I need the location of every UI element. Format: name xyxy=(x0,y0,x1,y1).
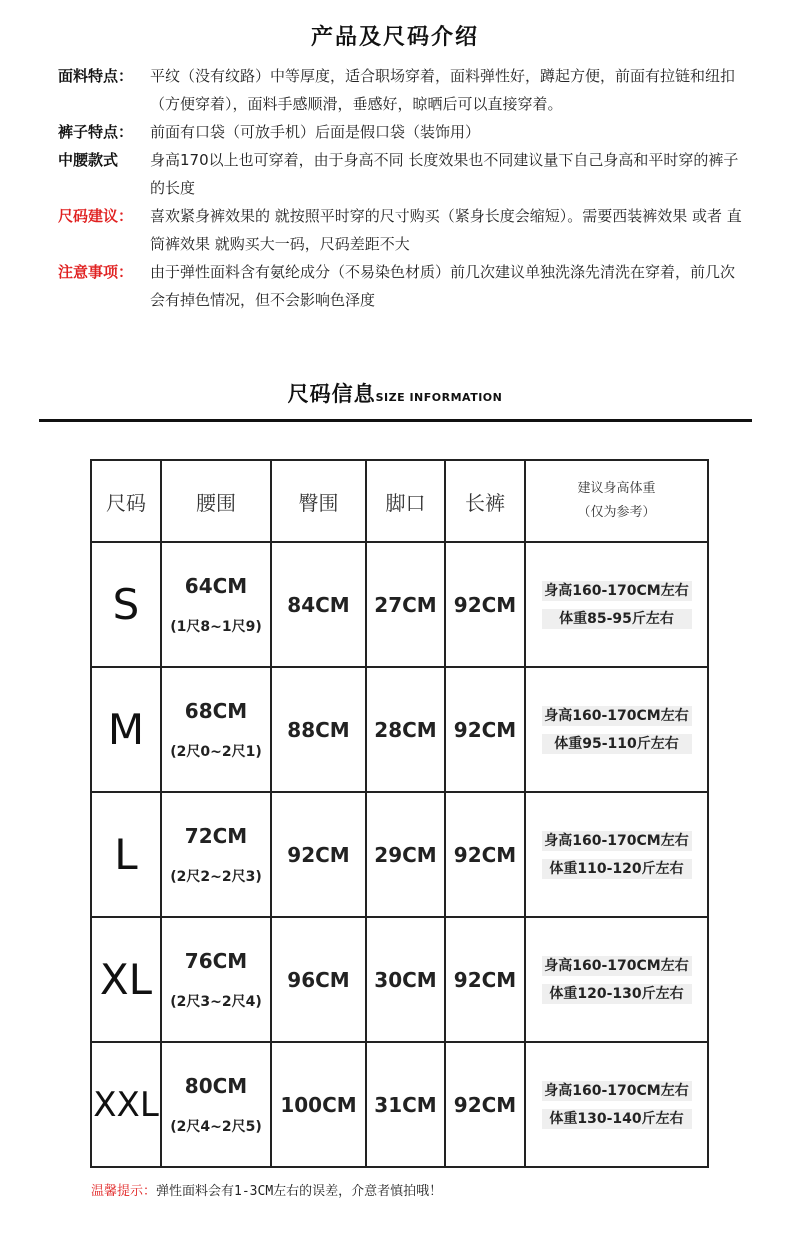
rec-weight: 体重120-130斤左右 xyxy=(542,984,692,1004)
tip-text: 弹性面料会有1-3CM左右的误差，介意者慎拍哦！ xyxy=(156,1184,443,1199)
divider xyxy=(39,419,752,422)
length-value: 92CM xyxy=(453,1092,517,1117)
intro-row-pants xyxy=(58,118,748,146)
intro-label: 注意事项： xyxy=(58,263,134,281)
hem-value: 30CM xyxy=(374,967,437,992)
table-row xyxy=(91,917,708,1042)
intro-text: 身高170以上也可穿着，由于身高不同 长度效果也不同建议量下自己身高和平时穿的裤子的长度 xyxy=(150,151,739,197)
rec-weight: 体重85-95斤左右 xyxy=(542,609,692,629)
tip-label: 温馨提示： xyxy=(91,1184,157,1199)
intro-label: 面料特点： xyxy=(58,67,134,85)
hip-value: 92CM xyxy=(287,842,350,867)
intro-text: 平纹（没有纹路）中等厚度，适合职场穿着，面料弹性好，蹲起方便，前面有拉链和纽扣（方便穿着），面料手感顺滑，垂感好，晾晒后可以直接穿着。 xyxy=(150,67,736,113)
size-label: L xyxy=(114,830,138,879)
size-label: M xyxy=(107,705,145,754)
size-table xyxy=(90,459,709,1168)
intro-label: 裤子特点： xyxy=(58,123,134,141)
rec-height: 身高160-170CM左右 xyxy=(542,706,692,726)
size-label: S xyxy=(112,580,140,629)
hem-value: 27CM xyxy=(374,592,437,617)
rec-header-line: 建议身高体重 xyxy=(577,481,656,496)
rec-weight: 体重130-140斤左右 xyxy=(542,1109,692,1129)
column-header-recommendation xyxy=(525,460,708,542)
intro-text: 喜欢紧身裤效果的 就按照平时穿的尺寸购买（紧身长度会缩短）。需要西装裤效果 或者 直筒裤效果 就购买大一码，尺码差距不大 xyxy=(150,207,742,253)
rec-height: 身高160-170CM左右 xyxy=(542,956,692,976)
waist-chi: (2尺2~2尺3) xyxy=(170,868,262,885)
column-header: 尺码 xyxy=(91,460,161,542)
rec-weight: 体重95-110斤左右 xyxy=(542,734,692,754)
size-heading-cn: 尺码信息 xyxy=(287,382,376,406)
column-header: 脚口 xyxy=(366,460,445,542)
rec-height: 身高160-170CM左右 xyxy=(542,831,692,851)
intro-row-notice xyxy=(58,258,748,314)
intro-text: 前面有口袋（可放手机）后面是假口袋（装饰用） xyxy=(150,123,481,141)
rec-weight: 体重110-120斤左右 xyxy=(542,859,692,879)
length-value: 92CM xyxy=(453,592,517,617)
waist-value: 76CM xyxy=(184,948,248,973)
hem-value: 31CM xyxy=(374,1092,437,1117)
intro-text: 由于弹性面料含有氨纶成分（不易染色材质）前几次建议单独洗涤先清洗在穿着，前几次会有掉色情况，但不会影响色泽度 xyxy=(150,263,736,309)
rec-height: 身高160-170CM左右 xyxy=(542,581,692,601)
waist-chi: (2尺4~2尺5) xyxy=(170,1118,262,1135)
intro-row-size-advice xyxy=(58,202,748,258)
size-info-heading xyxy=(0,378,790,408)
hem-value: 29CM xyxy=(374,842,437,867)
table-row xyxy=(91,542,708,667)
size-label: XL xyxy=(99,955,153,1004)
hip-value: 100CM xyxy=(280,1092,357,1117)
column-header: 臀围 xyxy=(271,460,366,542)
waist-chi: (2尺3~2尺4) xyxy=(170,993,262,1010)
warm-tip xyxy=(91,1180,442,1199)
hip-value: 96CM xyxy=(287,967,350,992)
waist-value: 64CM xyxy=(184,573,248,598)
length-value: 92CM xyxy=(453,717,517,742)
table-row xyxy=(91,667,708,792)
hip-value: 84CM xyxy=(287,592,350,617)
rec-header-note: （仅为参考） xyxy=(577,505,656,520)
intro-row-fabric xyxy=(58,62,748,118)
size-heading-en: SIZE INFORMATION xyxy=(375,391,503,404)
table-row xyxy=(91,792,708,917)
table-header-row xyxy=(91,460,708,542)
column-header: 长裤 xyxy=(445,460,525,542)
waist-value: 72CM xyxy=(184,823,248,848)
rec-height: 身高160-170CM左右 xyxy=(542,1081,692,1101)
intro-label: 尺码建议： xyxy=(58,207,134,225)
column-header: 腰围 xyxy=(161,460,271,542)
table-row xyxy=(91,1042,708,1167)
intro-label: 中腰款式 xyxy=(58,151,119,169)
product-intro xyxy=(58,62,748,314)
hem-value: 28CM xyxy=(374,717,437,742)
waist-value: 80CM xyxy=(184,1073,248,1098)
size-label: XXL xyxy=(93,1084,159,1125)
waist-chi: (1尺8~1尺9) xyxy=(170,618,262,635)
length-value: 92CM xyxy=(453,967,517,992)
length-value: 92CM xyxy=(453,842,517,867)
intro-row-waist xyxy=(58,146,748,202)
waist-value: 68CM xyxy=(184,698,248,723)
waist-chi: (2尺0~2尺1) xyxy=(170,743,262,760)
page-title: 产品及尺码介绍 xyxy=(310,25,479,50)
hip-value: 88CM xyxy=(287,717,350,742)
